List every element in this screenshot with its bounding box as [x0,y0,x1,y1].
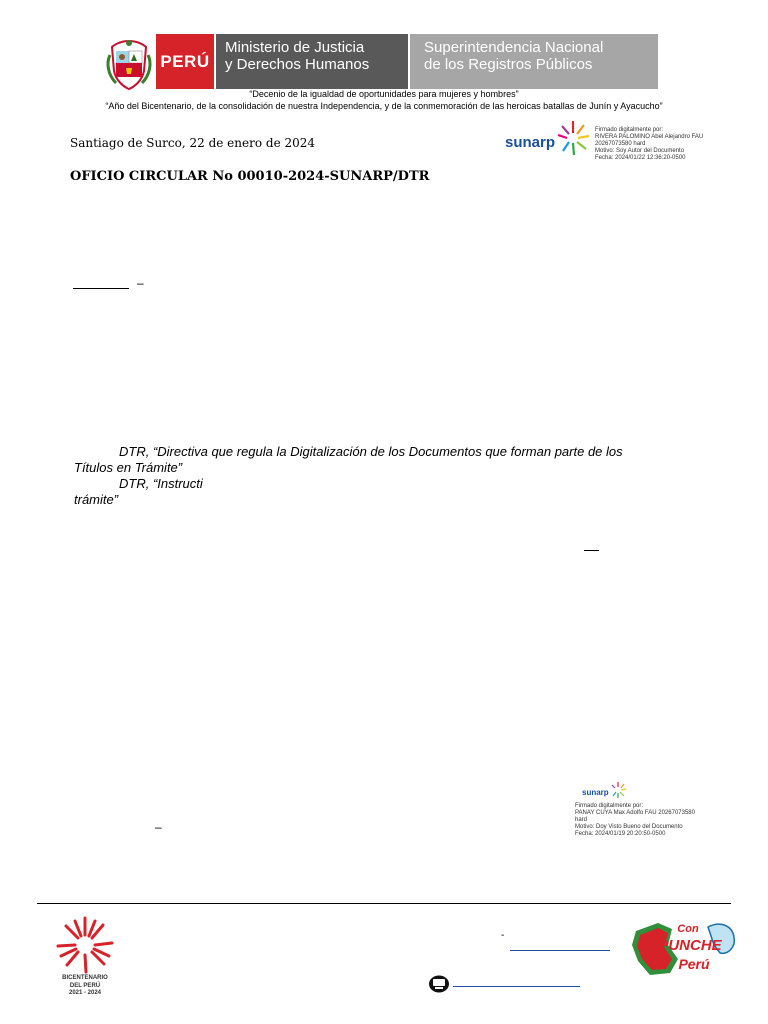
paragraph-2-line-2: trámite” [74,492,119,507]
sunarp-logo-text: sunarp [582,788,609,797]
national-shield-icon [104,37,154,93]
footer-dash: - [501,930,505,941]
bicentenario-line: DEL PERÚ [69,982,101,989]
signature-2-text [575,803,695,838]
signature-1-line: Fecha: 2024/01/22 12:36:20-0500 [595,155,686,161]
signature-1-line: 20267073580 hard [595,141,646,147]
sunarp-signature-logo [505,116,595,164]
signature-1-line: Firmado digitalmente por: [595,127,664,133]
punche-line-3: Perú [678,956,710,972]
paragraph-1-line-1: DTR, “Directiva que regula la Digitalización de los Documentos que forman parte de los [119,444,623,459]
bicentenario-line: BICENTENARIO [62,975,108,981]
signature-2-line: Firmado digitalmente por: [575,803,644,809]
signature-1-line: RIVERA PALOMINO Abel Alejandro FAU [595,134,704,140]
ministry-line-1: Ministerio de Justicia [225,39,365,56]
paragraph-2 [74,476,695,508]
signature-2-line: hard [575,817,588,823]
bicentenario-logo-icon [52,915,118,975]
signature-1-line: Motivo: Soy Autor del Documento [595,148,685,154]
peru-brand-box [156,34,214,89]
redacted-dash [584,550,599,551]
ministry-brand-box [216,34,408,89]
sunarp-signature-logo [580,780,628,802]
redacted-underline [73,288,129,289]
footer-web-link-underline[interactable] [453,986,580,987]
signature-2-line: PANAY CUYA Max Adolfo FAU 20267073580 [575,810,695,816]
decenio-slogan: “Decenio de la igualdad de oportunidades para mujeres y hombres” [249,89,519,99]
web-monitor-icon [428,975,450,993]
paragraph-2-line-1: DTR, “Instructi [119,476,203,491]
punche-line-1: Con [677,923,699,935]
document-title: OFICIO CIRCULAR No 00010-2024-SUNARP/DTR [70,169,430,184]
punche-line-2: PUNCHE [658,937,722,954]
agency-line-1: Superintendencia Nacional [424,39,604,56]
con-punche-peru-logo-icon [628,915,740,981]
footer-link-underline[interactable] [510,950,610,951]
sunarp-logo-text: sunarp [505,134,556,151]
ministry-line-2: y Derechos Humanos [225,56,370,73]
agency-line-2: de los Registros Públicos [424,56,593,73]
agency-brand-box [410,34,658,89]
signature-2-line: Motivo: Doy Visto Bueno del Documento [575,824,683,830]
body-dash: – [155,820,162,834]
signature-2-line: Fecha: 2024/01/19 20:20:50-0500 [575,831,666,837]
body-dash: – [137,276,144,290]
peru-brand-label: PERÚ [160,51,210,71]
bicentenario-text [42,975,128,998]
paragraph-1 [74,444,695,476]
bicentenario-line: 2021 - 2024 [68,990,102,996]
paragraph-1-line-2: Títulos en Trámite” [74,460,183,475]
signature-1-text [595,127,703,162]
year-slogan: “Año del Bicentenario, de la consolidación de nuestra Independencia, y de la conmemoración de las heroicas batallas de Junín y Ayacucho” [105,101,663,111]
place-date: Santiago de Surco, 22 de enero de 2024 [70,136,316,150]
footer-divider [37,903,731,904]
